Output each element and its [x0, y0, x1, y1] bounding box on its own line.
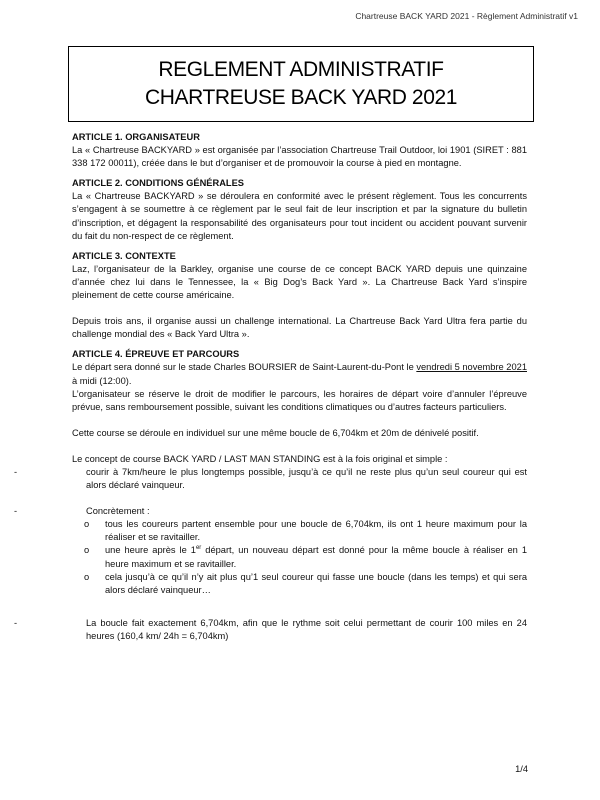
page-number: 1/4 — [515, 764, 528, 774]
article-1-paragraph: La « Chartreuse BACKYARD » est organisée par l’association Chartreuse Trail Outdoor, loi 1901 (SIRET : 881 338 172 00011), créée dans le but d’organiser et de promouvoir la course à pied en montagne. — [72, 145, 527, 169]
sub-list-item: o une heure après le 1er départ, un nouveau départ est donné pour la même boucle à réaliser en 1 heure maximum et se ravitailler. — [84, 545, 527, 569]
document-body — [14, 131, 527, 643]
title-line-2: CHARTREUSE BACK YARD 2021 — [144, 86, 458, 109]
sub-list-item: o tous les coureurs partent ensemble pour une boucle de 6,704km, ils ont 1 heure maximum pour la réaliser et se ravitailler. — [84, 519, 527, 543]
article-3-paragraph-1: Laz, l’organisateur de la Barkley, organise une course de ce concept BACK YARD depuis une quinzaine d’année chez lui dans le Tennessee, la « Big Dog’s Back Yard ». La Chartreuse Back Yard s’inspire pleinement de cette course américaine. — [72, 263, 527, 301]
article-1-heading: ARTICLE 1. ORGANISATEUR — [72, 132, 200, 142]
article-2-paragraph: La « Chartreuse BACKYARD » se déroulera en conformité avec le présent règlement. Tous les concurrents s’engagent à se soumettre à ce règlement par le seul fait de leur inscription et par la signature du bulletin d’inscription, et dégagent la responsabilité des organisateurs pour tout incident ou accident pouvant survenir du fait du non-respect de ce règlement. — [72, 191, 527, 241]
title-line-1: REGLEMENT ADMINISTRATIF — [158, 58, 444, 81]
article-4-paragraph-4: Le concept de course BACK YARD / LAST MAN STANDING est à la fois original et simple : — [72, 453, 448, 464]
article-3-paragraph-2: Depuis trois ans, il organise aussi un challenge international. La Chartreuse Back Yard Ultra fera partie du challenge mondial des « Back Yard Ultra ». — [72, 316, 527, 340]
dash-marker: - — [14, 506, 18, 517]
bullet-marker: o — [84, 571, 90, 582]
dash-marker: - — [14, 466, 18, 477]
list-item: - courir à 7km/heure le plus longtemps possible, jusqu’à ce qu’il ne reste plus qu’un seul coureur qui est alors déclaré vainqueur. — [14, 466, 527, 491]
article-3-heading: ARTICLE 3. CONTEXTE — [72, 250, 176, 261]
article-4-paragraph-1: Le départ sera donné sur le stade Charles BOURSIER de Saint-Laurent-du-Pont le vendredi 5 novembre 2021 à midi (12:00). — [72, 362, 527, 386]
article-4-heading: ARTICLE 4. ÉPREUVE ET PARCOURS — [72, 349, 240, 360]
bullet-marker: o — [84, 519, 90, 530]
title-box — [68, 46, 534, 122]
page-header: Chartreuse BACK YARD 2021 - Règlement Administratif v1 — [355, 11, 578, 21]
list-item: - La boucle fait exactement 6,704km, afin que le rythme soit celui permettant de courir 100 miles en 24 heures (160,4 km/ 24h = 6,704km) — [14, 617, 527, 641]
article-4-paragraph-2: L’organisateur se réserve le droit de modifier le parcours, les horaires de départ voire d’annuler l’épreuve prévue, sans remboursement possible, suivant les conditions climatiques ou d’autres facteurs particuliers. — [72, 388, 527, 412]
dash-marker: - — [14, 617, 18, 628]
start-date: vendredi 5 novembre 2021 — [416, 362, 527, 373]
sub-list-item: o cela jusqu’à ce qu’il n’y ait plus qu’1 seul coureur qui fasse une boucle (dans les temps) et qui sera alors déclaré vainqueur… — [84, 571, 527, 595]
article-4-paragraph-3: Cette course se déroule en individuel sur une même boucle de 6,704km et 20m de dénivelé positif. — [72, 427, 479, 438]
article-2-heading: ARTICLE 2. CONDITIONS GÉNÉRALES — [72, 178, 245, 189]
list-item: - Concrètement : — [14, 505, 527, 518]
bullet-marker: o — [84, 545, 90, 556]
